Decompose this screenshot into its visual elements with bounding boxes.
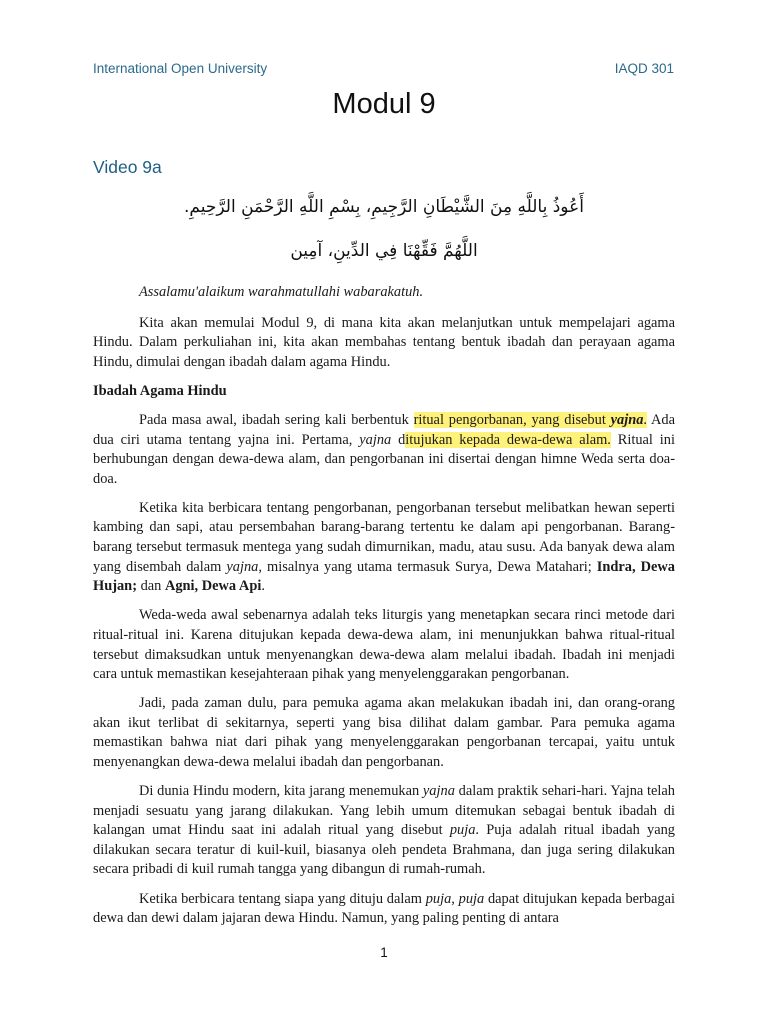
page-number: 1 (380, 945, 388, 960)
highlight-1 (414, 412, 647, 428)
term-yajna: yajna (422, 783, 455, 800)
video-heading: Video 9a (93, 157, 162, 177)
text-run: dapat ditujukan kepada berbagai dewa dan dewi dalam jajaran dewa Hindu. Namun, yang paling penting di antara (93, 890, 675, 927)
university-name: International Open University (93, 61, 268, 76)
paragraph-4: Weda-weda awal sebenarnya adalah teks liturgis yang menetapkan secara rinci metode dari ritual-ritual ini. Karena ditujukan kepada dewa-dewa alam, ini menunjukkan bahwa ritual-ritual tersebut dimaksudkan untuk menyenangkan dewa-dewa alam melalui ibadah. Ibadah ini menjadi cara untuk memastikan kesejahteraan pihak yang menyelenggarakan pengorbanan. (93, 607, 675, 683)
text-run: Ketika berbicara tentang siapa yang dituju dalam (139, 890, 426, 907)
bold-agni: Agni, Dewa Api (164, 578, 262, 595)
term-yajna: yajna (610, 411, 644, 428)
text-run: ritual pengorbanan, yang disebut (413, 411, 611, 428)
text-run: dalam praktik sehari-hari. Yajna telah menjadi sesuatu yang jarang dilakukan. Yang lebih umum ditemukan sebagai bentuk ibadah di kalangan umat Hindu saat ini adalah ritual yang disebut (93, 783, 675, 839)
greeting: Assalamu'alaikum warahmatullahi wabarakatuh. (139, 284, 424, 300)
paragraph-7 (93, 890, 675, 929)
paragraph-intro: Kita akan memulai Modul 9, di mana kita akan melanjutkan untuk mempelajari agama Hindu. Dalam perkuliahan ini, kita akan membahas tentang bentuk ibadah dan perayaan agama Hindu, dimulai dengan ibadah dalam agama Hindu. (93, 314, 675, 370)
text-run: , (451, 890, 459, 907)
text-run: Ketika kita berbicara tentang pengorbanan, pengorbanan tersebut melibatkan hewan seperti kambing dan sapi, atau persembahan barang-barang tertentu ke dalam api pengorbanan. Barang-barang tersebut termasuk mentega yang sudah dimurnikan, madu, atau susu. Ada banyak dewa alam yang disembah dalam (93, 499, 675, 575)
text-run: Pada masa awal, ibadah sering kali berbentuk (139, 411, 414, 428)
arabic-line-2: اللَّهُمَّ فَقِّهْنَا فِي الدِّينِ، آمِين (290, 241, 478, 261)
text-run: . Puja adalah ritual ibadah yang dilakukan secara teratur di kuil-kuil, biasanya oleh pendeta Brahmana, dan juga sering dilakukan secara pribadi di kuil rumah tangga yang dibangun di rumah-rumah. (93, 822, 675, 878)
term-puja: puja (458, 890, 485, 907)
paragraph-3 (93, 499, 675, 597)
page-header (93, 61, 674, 76)
term-puja: puja (449, 822, 476, 839)
text-run: . (643, 411, 648, 428)
section-heading-text: Ibadah Agama Hindu (93, 382, 227, 399)
text-run: d (391, 431, 406, 448)
text-run: dan (136, 578, 165, 595)
highlight-2: itujukan kepada dewa-dewa alam. (405, 431, 611, 448)
paragraph-2 (93, 411, 675, 489)
bold-indra: Indra, Dewa Hujan; (93, 558, 675, 595)
text-run: . (261, 578, 265, 595)
term-yajna: yajna (226, 558, 259, 575)
document-body (93, 283, 675, 938)
text-run: Ada dua ciri utama tentang yajna ini. Pertama, (93, 411, 675, 448)
course-code: IAQD 301 (614, 61, 674, 76)
page-title: Modul 9 (332, 88, 436, 120)
arabic-line-1: أَعُوذُ بِاللَّهِ مِنَ الشَّيْطَانِ الرَّجِيمِ، بِسْمِ اللَّهِ الرَّحْمَنِ الرَّحِيمِ. (184, 197, 584, 217)
paragraph-5: Jadi, pada zaman dulu, para pemuka agama akan melakukan ibadah ini, dan orang-orang akan ikut terlibat di sekitarnya, seperti yang bisa dilihat dalam gambar. Para pemuka agama memastikan bahwa niat dari pihak yang menyelenggarakan pengorbanan tercapai, yaitu untuk menyenangkan dewa-dewa melalui ibadah dan pengorbanan. (93, 695, 675, 770)
term-yajna: yajna (359, 431, 392, 448)
text-run: Ritual ini berhubungan dengan dewa-dewa alam, dan pengorbanan ini disertai dengan himne Weda serta doa-doa. (93, 431, 675, 487)
text-run: , misalnya yang utama termasuk Surya, Dewa Matahari; (258, 558, 597, 575)
paragraph-6 (93, 782, 675, 880)
section-heading (93, 382, 675, 402)
term-puja: puja (425, 890, 452, 907)
text-run: Di dunia Hindu modern, kita jarang menemukan (139, 783, 423, 800)
